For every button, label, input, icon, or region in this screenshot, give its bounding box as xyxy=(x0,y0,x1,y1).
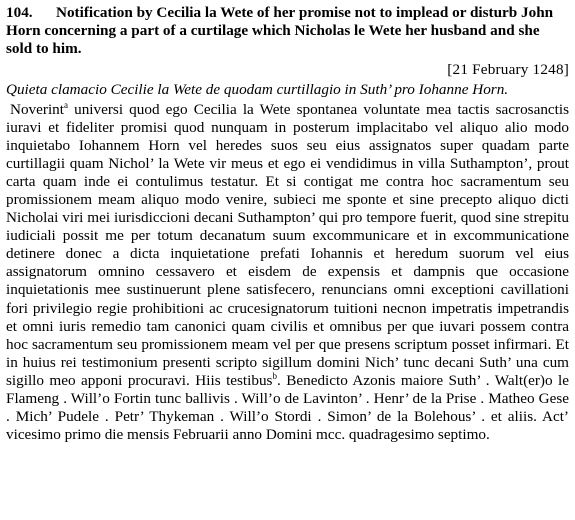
footnote-marker-a: a xyxy=(64,99,68,110)
heading-text: Notification by Cecilia la Wete of her promise not to implead or disturb John Horn concerning a part of a curtilage which Nicholas le Wete her husband and she sold to him. xyxy=(6,4,554,57)
footnote-marker-b: b xyxy=(272,370,277,381)
entry-number: 104. xyxy=(6,4,33,21)
body-paragraph-part-2: . Benedicto Azonis maiore Suth’ . Walt(er)o le Flameng . Will’o Fortin tunc ballivis . Will’o de Lavinton’ . Henr’ de la Prise . Matheo Gese . Mich’ Pudele . Petr’ Thykeman . Will’o Stordi . Simon’ de la Bolehous’ . et aliis. Act’ vicesimo primo die mensis Februarii anno Domini mcc. quadragesimo septimo. xyxy=(6,371,569,443)
latin-title: Quieta clamacio Cecilie la Wete de quodam curtillagio in Suth’ pro Iohanne Horn. xyxy=(6,81,509,98)
document-heading xyxy=(6,4,569,58)
body-text xyxy=(6,101,569,444)
document-date: [21 February 1248] xyxy=(447,61,569,78)
body-first-word: Noverint xyxy=(10,101,64,118)
body-paragraph-part-1: universi quod ego Cecilia la Wete spontanea voluntate mea tactis sacrosanctis iuravi et fideliter promisi quod nunquam in posterum implacitabo vel aliquo alio modo inquietabo Iohannem Horn vel heredes suos seu eius assignatos super quadam parte curtillagii quam Nichol’ la Wete vir meus et ego ei vendidimus in villa Suthampton’, prout carta quam inde ei contulimus testatur. Et si contigat me contra hoc sacramentum seu promissionem meam aliquo modo venire, subieci me sponte et sine precepto aliquo dicti Nicholai viri mei iurisdiccioni decani Suthampton’ qui pro tempore fuerit, quod sine strepitu iudiciali possit me per totum decanatum suum excommunicare et in excommunicatione detinere donec a dicta inquietatione prefati Iohannis et heredum suorum vel eius assignatorum omnino cessavero et eisdem de expensis et dampnis que occasione inquietationis mee sustinuerunt plene satisfecero, renuncians omni exceptioni cavillationi fori privilegio regie prohibitioni ac crucesignatorum tuitioni necnon impetratis impetrandis et omni iuris remedio tam canonici quam civilis et omnibus per que iuvari possem contra hoc sacramentum seu promissionem meam vel per que presens scriptum posset infirmari. Et in huius rei testimonium presenti scripto sigillum domini Nich’ tunc decani Suth’ una cum sigillo meo apponi procuravi. Hiis testibus xyxy=(6,101,569,389)
document-page xyxy=(6,4,569,444)
